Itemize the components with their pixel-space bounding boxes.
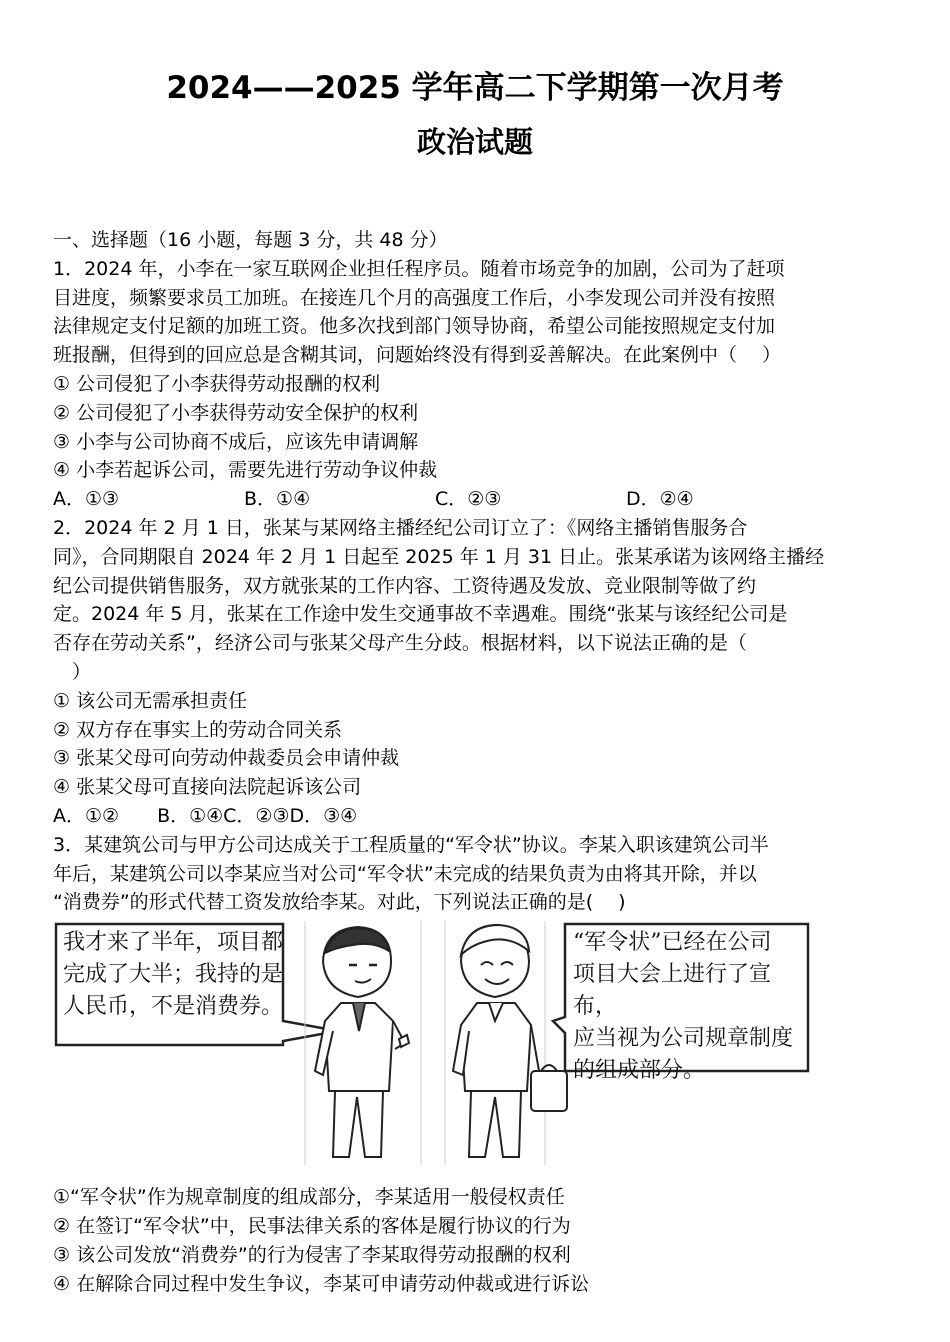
exam-title: 2024——2025 学年高二下学期第一次月考: [166, 70, 784, 106]
man-figure-left: [315, 927, 409, 1157]
question-text-line: 年后，某建筑公司以李某应当对公司“军令状”未完成的结果负责为由将其开除，并以: [53, 862, 757, 885]
question-1: [53, 255, 898, 514]
question-text-line: 1．2024 年，小李在一家互联网企业担任程序员。随着市场竞争的加剧，公司为了赶项: [53, 257, 785, 280]
question-text-line: 法律规定支付足额的加班工资。他多次找到部门领导协商，希望公司能按照规定支付加: [53, 315, 776, 338]
answer-options: A．①② B．①④C．②③D．③④: [53, 804, 358, 827]
statement: ③ 张某父母可向劳动仲裁委员会申请仲裁: [53, 747, 400, 770]
statement: ③ 该公司发放“消费券”的行为侵害了李某取得劳动报酬的权利: [53, 1243, 571, 1266]
statement: ① 公司侵犯了小李获得劳动报酬的权利: [53, 372, 381, 395]
bubble-line: 项目大会上进行了宣布，: [573, 962, 772, 1020]
bubble-line: 我才来了半年，项目都: [63, 930, 284, 956]
statement: ② 公司侵犯了小李获得劳动安全保护的权利: [53, 401, 419, 424]
bubble-line: 的组成部分。: [573, 1058, 706, 1084]
answer-options: [53, 485, 898, 514]
bubble-line: “军令状”已经在公司: [573, 930, 772, 956]
question-3: [53, 831, 898, 1299]
statement: ④ 小李若起诉公司，需要先进行劳动争议仲裁: [53, 459, 438, 482]
bubble-line: 应当视为公司规章制度: [573, 1026, 794, 1052]
statement: ③ 小李与公司协商不成后，应该先申请调解: [53, 430, 419, 453]
question-text-line: 否存在劳动关系”，经济公司与张某父母产生分歧。根据材料，以下说法正确的是（: [53, 632, 747, 655]
question-text-line: ）: [53, 660, 92, 683]
comic-illustration: [53, 921, 898, 1165]
option-b: B．①④: [244, 488, 311, 511]
question-text-line: 纪公司提供销售服务，双方就张某的工作内容、工资待遇及发放、竞业限制等做了约: [53, 574, 757, 597]
question-text-line: 定。2024 年 5 月，张某在工作途中发生交通事故不幸遇难。围绕“张某与该经纪公司是: [53, 603, 788, 626]
statement: ④ 张某父母可直接向法院起诉该公司: [53, 776, 362, 799]
option-a: A．①③: [53, 488, 120, 511]
exam-content: [53, 226, 898, 1298]
question-text-line: “消费券”的形式代替工资发放给李某。对此，下列说法正确的是( ): [53, 891, 626, 914]
exam-subject: 政治试题: [416, 125, 533, 159]
man-figure-right: [453, 925, 567, 1157]
statement: ② 双方存在事实上的劳动合同关系: [53, 718, 343, 741]
option-d: D．②④: [626, 488, 694, 511]
statement: ② 在签订“军令状”中，民事法律关系的客体是履行协议的行为: [53, 1214, 571, 1237]
question-2: [53, 514, 898, 831]
statement: ① 该公司无需承担责任: [53, 689, 248, 712]
statement: ①“军令状”作为规章制度的组成部分，李某适用一般侵权责任: [53, 1186, 565, 1209]
question-text-line: 同》，合同期限自 2024 年 2 月 1 日起至 2025 年 1 月 31 日止。张某承诺为该网络主播经: [53, 545, 825, 568]
question-text-line: 3．某建筑公司与甲方公司达成关于工程质量的“军令状”协议。李某入职该建筑公司半: [53, 833, 769, 856]
option-c: C．②③: [435, 488, 502, 511]
section-heading: 一、选择题（16 小题，每题 3 分，共 48 分）: [53, 229, 448, 251]
left-bubble-text: [63, 927, 283, 1023]
question-text-line: 2．2024 年 2 月 1 日，张某与某网络主播经纪公司订立了：《网络主播销售服务合: [53, 516, 748, 539]
question-text-line: 班报酬，但得到的回应总是含糊其词，问题始终没有得到妥善解决。在此案例中（ ）: [53, 344, 782, 367]
statement: ④ 在解除合同过程中发生争议，李某可申请劳动仲裁或进行诉讼: [53, 1272, 590, 1295]
right-bubble-text: [573, 927, 813, 1087]
bubble-line: 完成了大半；我持的是: [63, 962, 284, 988]
q3-statements: [53, 1183, 898, 1298]
question-text-line: 目进度，频繁要求员工加班。在接连几个月的高强度工作后，小李发现公司并没有按照: [53, 286, 776, 309]
bubble-line: 人民币，不是消费券。: [63, 994, 284, 1020]
